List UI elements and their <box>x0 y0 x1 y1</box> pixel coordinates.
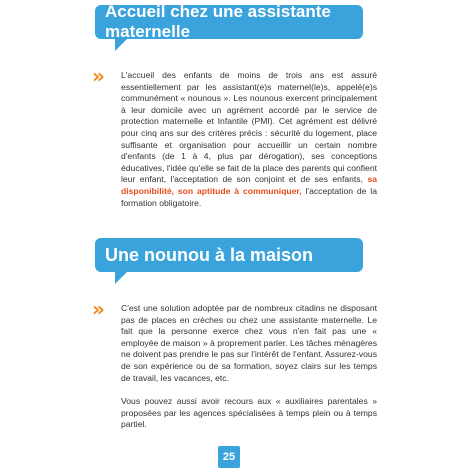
section-title-accueil <box>95 2 363 41</box>
bullet-chevron-icon: » <box>92 297 101 321</box>
paragraph-auxiliaires: Vous pouvez aussi avoir recours aux « auxiliaires parentales » proposées par les agences spécialisées à temps plein ou à temps partiel. <box>121 396 377 430</box>
page-number: 25 <box>218 446 240 468</box>
paragraph-nounou: C'est une solution adoptée par de nombreux citadins ne disposant pas de places en crèches ou chez une assistante maternelle. Le fait que la personne exerce chez vous n'en fait pas une « employée de maison » à proprement parler. Les tâches ménagères ne doivent pas prendre le pas sur l'intérêt de l'enfant. Assurez-vous de son expérience ou de sa formation, soyez clairs sur les temps de travail, les vacances, etc. <box>121 303 377 383</box>
paragraph-text: L'accueil des enfants de moins de trois ans est assuré essentiellement par les assistant(e)s maternel(le)s, appelé(e)s communément « nounous ». Les nounous exercent principalement à leur domicile avec un agrément accordé par le service de protection maternelle et Infantile (PMI). Cet agrément est délivré pour cinq ans sur des critères précis : sécurité du logement, place suffisante et organisation pour accueillir un certain nombre d'enfants (de 1 à 4, plus par dérogation), ses conceptions éducatives, l'idée qu'elle se fait de la place des parents qui confient leur enfant, l'acceptation de son conjoint et de ses enfants, <box>121 70 377 185</box>
paragraph-text-end: l'acceptation de la formation obligatoire. <box>121 185 377 208</box>
section-title-text: Accueil chez une assistante maternelle <box>105 2 331 41</box>
paragraph-accueil <box>121 70 377 209</box>
section-title-nounou <box>95 238 363 272</box>
highlighted-text: sa disponibilité, son aptitude à communiquer, <box>121 174 377 196</box>
bullet-chevron-icon: » <box>92 64 101 88</box>
section-title-text: Une nounou à la maison <box>105 244 314 265</box>
